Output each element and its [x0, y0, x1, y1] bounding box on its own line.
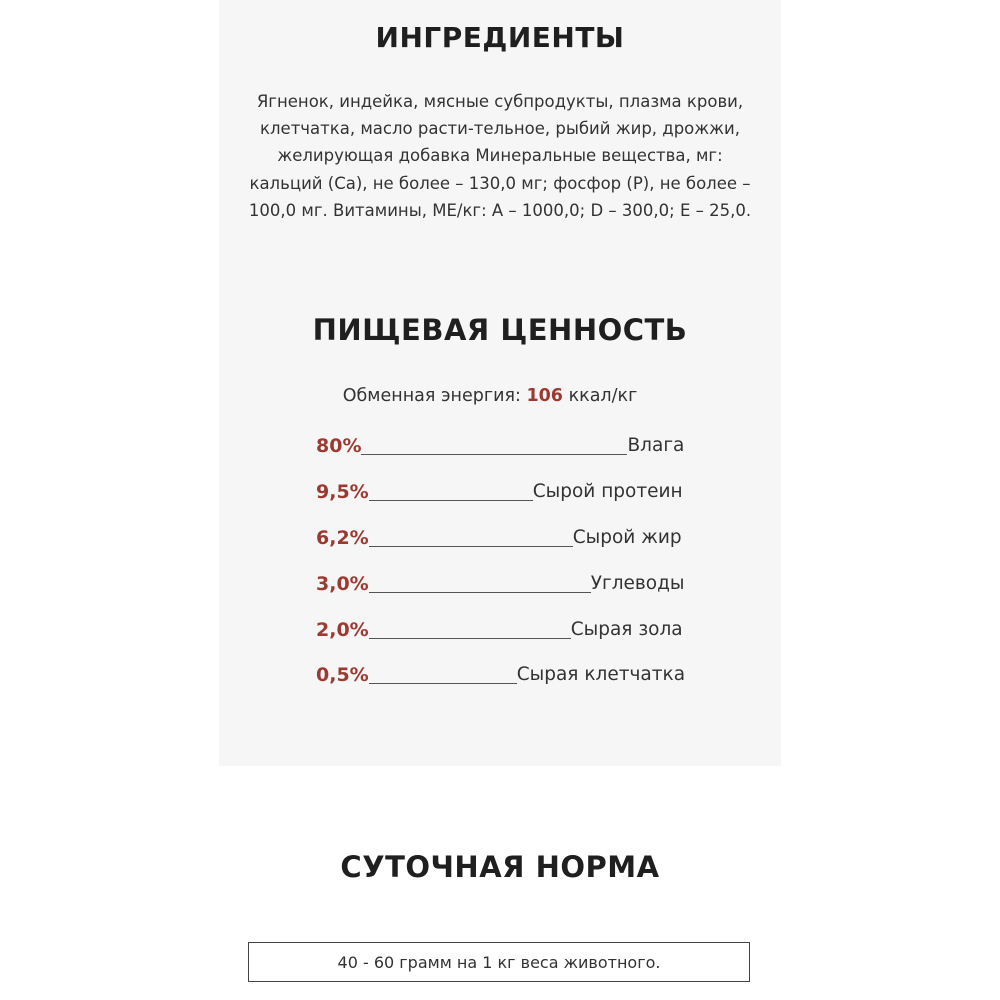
ingredients-line: желирующая добавка Минеральные вещества, мг:	[277, 146, 723, 166]
energy-value: 106	[526, 386, 563, 406]
nutrition-percent: 9,5%	[316, 481, 369, 503]
nutrition-percent: 3,0%	[316, 573, 369, 595]
nutrition-row-fiber	[316, 657, 685, 687]
nutrition-name: Сырой протеин	[532, 481, 683, 502]
ingredients-line: клетчатка, масло расти-тельное, рыбий жир, дрожжи,	[260, 119, 740, 139]
nutrition-name: Углеводы	[590, 573, 685, 594]
nutrition-row-carbs	[316, 566, 685, 596]
nutrition-percent: 0,5%	[316, 664, 369, 686]
nutrition-name: Влага	[627, 435, 685, 456]
nutrition-name: Сырая зола	[570, 619, 683, 640]
dotted-leader-line	[369, 682, 517, 684]
dotted-leader-line	[369, 545, 573, 547]
daily-norm-title: СУТОЧНАЯ НОРМА	[340, 850, 660, 884]
dotted-leader-line	[369, 591, 591, 593]
nutrition-name: Сырой жир	[572, 527, 682, 548]
dotted-leader-line	[361, 453, 627, 455]
nutrition-row-protein	[316, 474, 683, 504]
nutrition-title: ПИЩЕВАЯ ЦЕННОСТЬ	[312, 313, 688, 347]
nutrition-row-moisture	[316, 428, 684, 458]
ingredients-line: кальций (Са), не более – 130,0 мг; фосфор (Р), не более –	[249, 173, 751, 193]
dotted-leader-line	[369, 637, 571, 639]
ingredients-line: Ягненок, индейка, мясные субпродукты, плазма крови,	[256, 92, 744, 111]
daily-norm-box	[248, 942, 750, 982]
dotted-leader-line	[369, 499, 533, 501]
nutrition-percent: 2,0%	[316, 619, 369, 641]
ingredients-title: ИНГРЕДИЕНТЫ	[375, 21, 625, 54]
nutrition-percent: 6,2%	[316, 527, 369, 549]
energy-label: Обменная энергия:	[342, 386, 521, 406]
nutrition-percent: 80%	[316, 435, 362, 457]
nutrition-name: Сырая клетчатка	[516, 664, 686, 685]
daily-norm-text: 40 - 60 грамм на 1 кг веса животного.	[337, 952, 661, 972]
energy-unit: ккал/кг	[568, 386, 638, 406]
nutrition-row-fat	[316, 520, 682, 550]
ingredients-line: 100,0 мг. Витамины, МЕ/кг: А – 1000,0; D – 300,0; Е – 25,0.	[248, 200, 752, 220]
energy-line	[0, 382, 980, 410]
ingredients-text	[219, 88, 781, 224]
nutrition-row-ash	[316, 612, 683, 642]
